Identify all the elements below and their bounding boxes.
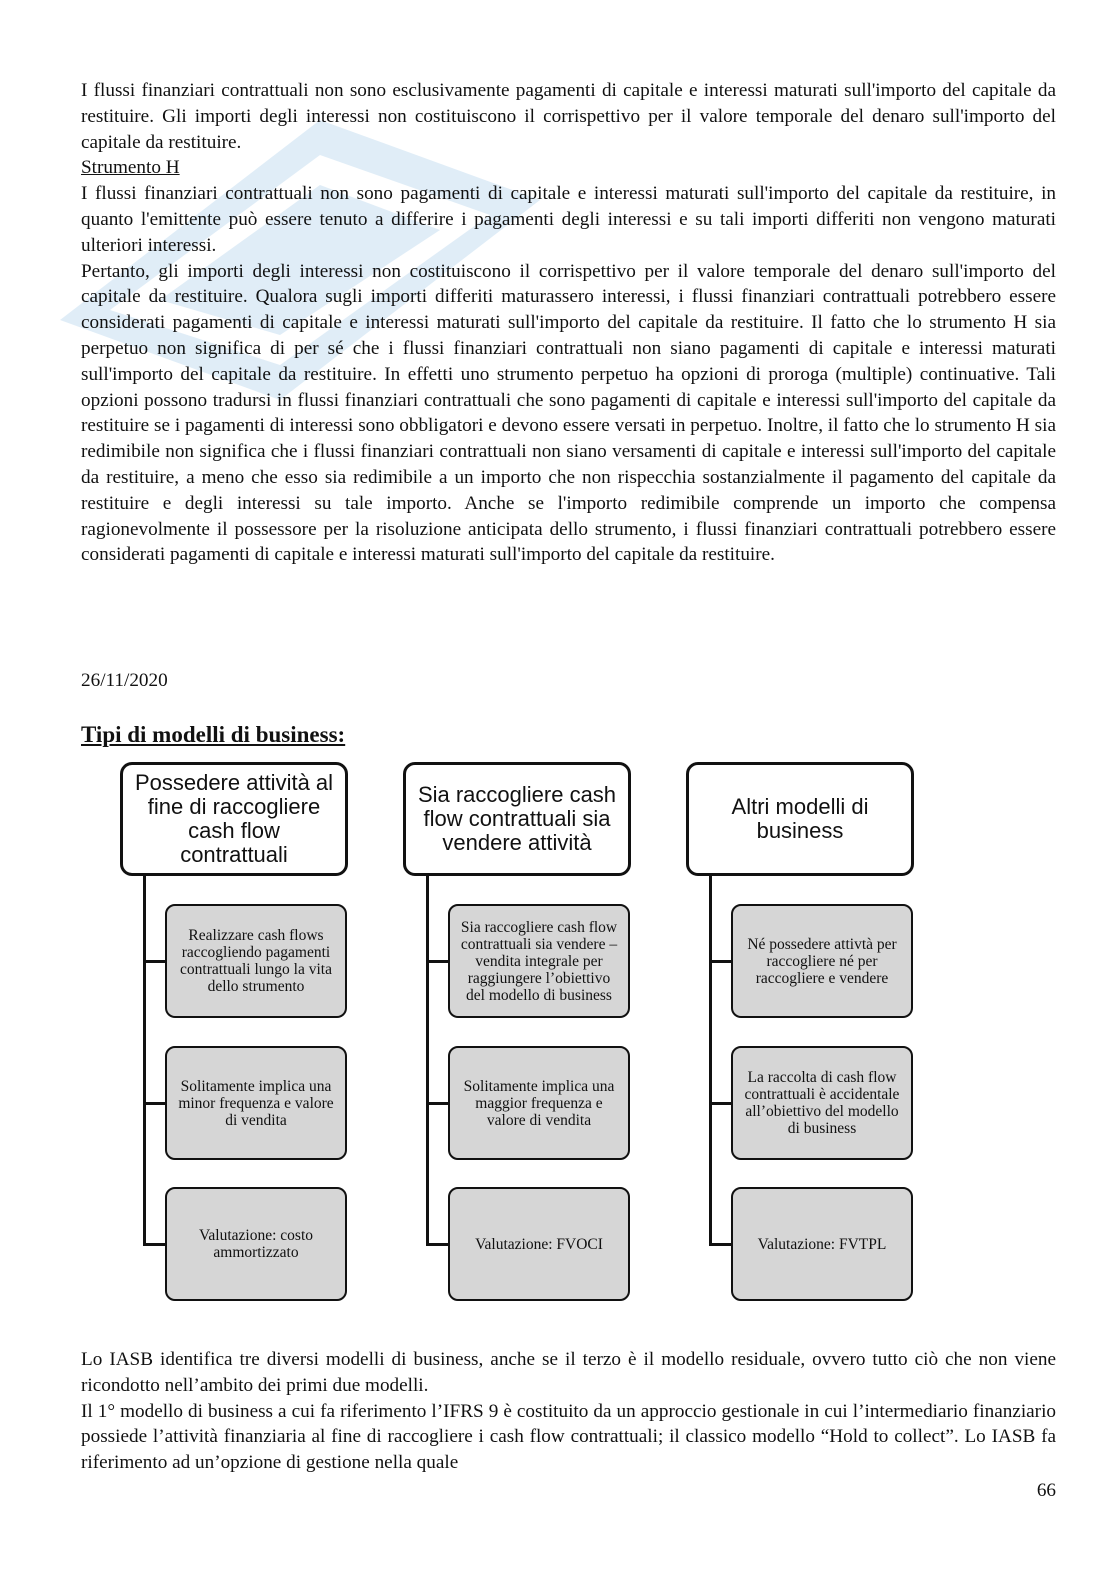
paragraph: Lo IASB identifica tre diversi modelli di business, anche se il terzo è il modello residuale, ovvero tutto ciò che non viene ricondotto nell’ambito dei primi due modelli.	[81, 1349, 1056, 1396]
paragraph: Pertanto, gli importi degli interessi non costituiscono il corrispettivo per il valore temporale del denaro sull'importo del capitale da restituire. Qualora sugli importi differiti maturassero interessi, i flussi finanziari contrattuali potrebbero essere considerati pagamenti di capitale e interessi maturati sull'importo del capitale da restituire. Il fatto che lo strumento H sia perpetuo non significa di per sé che i flussi finanziari contrattuali non siano pagamenti di capitale e interessi maturati sull'importo del capitale da restituire. In effetti uno strumento perpetuo ha opzioni di proroga (multiple) continuative. Tali opzioni possono tradursi in flussi finanziari contrattuali che sono pagamenti di capitale e interessi sull'importo del capitale da restituire se i pagamenti di interessi sono obbligatori e devono essere versati in perpetuo. Inoltre, il fatto che lo strumento H sia redimibile non significa che i flussi finanziari contrattuali non siano versamenti di capitale e interessi sull'importo del capitale da restituire, a meno che esso sia redimibile a un importo che non rispecchia sostanzialmente il pagamento del capitale da restituire e degli interessi su tale importo. Anche se l'importo redimibile comprende un importo che compensa ragionevolmente il possessore per la risoluzione anticipata dello strumento, i flussi finanziari contrattuali potrebbero essere considerati pagamenti di capitale e interessi maturati sull'importo del capitale da restituire.	[81, 260, 1056, 566]
connector-line	[143, 875, 146, 1246]
connector-line	[143, 1243, 167, 1246]
connector-line	[143, 960, 167, 963]
connector-line	[143, 1102, 167, 1105]
model-header-2: Sia raccogliere cash flow contrattuali sia vendere attività	[403, 762, 631, 876]
paragraph: Il 1° modello di business a cui fa riferimento l’IFRS 9 è costituito da un approccio gestionale in cui l’intermediario finanziario possiede l’attività finanziaria al fine di raccogliere i cash flow contrattuali; il classico modello “Hold to collect”. Lo IASB fa riferimento ad un’opzione di gestione nella quale	[81, 1400, 1056, 1474]
connector-line	[709, 1102, 733, 1105]
model-item: Realizzare cash flows raccogliendo pagamenti contrattuali lungo la vita dello strumento	[165, 904, 347, 1018]
connector-line	[426, 1243, 450, 1246]
model-item: Valutazione: FVOCI	[448, 1187, 630, 1301]
section-title: Tipi di modelli di business:	[81, 722, 346, 747]
intro-paragraph	[81, 78, 1056, 568]
connector-line	[709, 875, 712, 1246]
model-item: Né possedere attivtà per raccogliere né per raccogliere e vendere	[731, 904, 913, 1018]
closing-paragraphs	[81, 1347, 1056, 1476]
connector-line	[426, 960, 450, 963]
connector-line	[426, 1102, 450, 1105]
model-item: Solitamente implica una minor frequenza e valore di vendita	[165, 1046, 347, 1160]
connector-line	[709, 1243, 733, 1246]
instrument-heading: Strumento H	[81, 157, 180, 179]
connector-line	[709, 960, 733, 963]
page-number: 66	[1036, 1480, 1056, 1501]
model-header-3: Altri modelli di business	[686, 762, 914, 876]
model-item: Valutazione: FVTPL	[731, 1187, 913, 1301]
paragraph: I flussi finanziari contrattuali non sono esclusivamente pagamenti di capitale e interessi maturati sull'importo del capitale da restituire. Gli importi degli interessi non costituiscono il corrispettivo per il valore temporale del denaro sull'importo del capitale da restituire.	[81, 80, 1056, 153]
model-item: Solitamente implica una maggior frequenza e valore di vendita	[448, 1046, 630, 1160]
connector-line	[426, 875, 429, 1246]
date-label: 26/11/2020	[81, 670, 168, 691]
model-item: Valutazione: costo ammortizzato	[165, 1187, 347, 1301]
model-item: La raccolta di cash flow contrattuali è accidentale all’obiettivo del modello di business	[731, 1046, 913, 1160]
model-item: Sia raccogliere cash flow contrattuali sia vendere – vendita integrale per raggiungere l’obiettivo del modello di business	[448, 904, 630, 1018]
model-header-1: Possedere attività al fine di raccogliere cash flow contrattuali	[120, 762, 348, 876]
paragraph: I flussi finanziari contrattuali non sono pagamenti di capitale e interessi maturati sull'importo del capitale da restituire, in quanto l'emittente può essere tenuto a differire i pagamenti degli interessi e su tali importi differiti non vengono maturati ulteriori interessi.	[81, 183, 1056, 256]
